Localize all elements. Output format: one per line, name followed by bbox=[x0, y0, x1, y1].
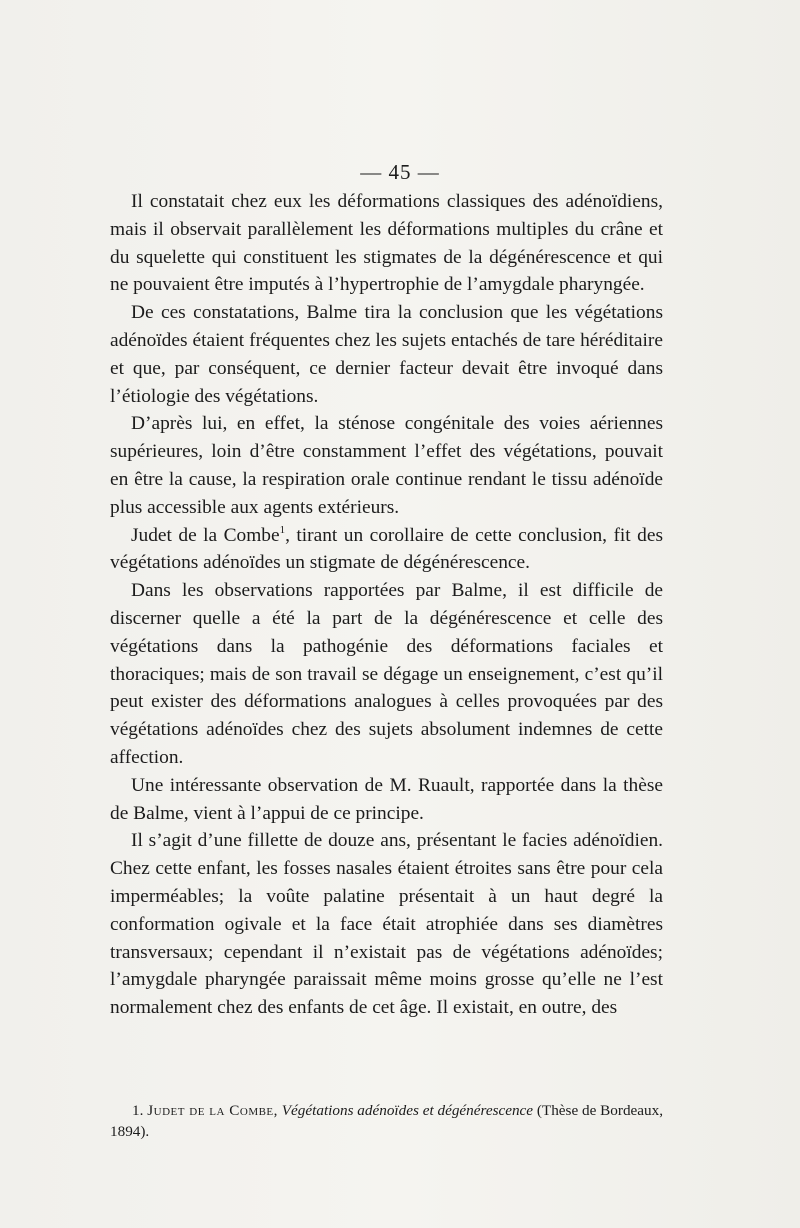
paragraph-lead: Judet de la Combe bbox=[131, 524, 280, 546]
paragraph: Il s’agit d’une fillette de douze ans, présentant le facies adénoïdien. Chez cette enfant, les fosses nasales étaient étroites sans être pour cela imperméables; la voûte palatine présentait à un haut degré la conformation ogivale et la face était atrophiée dans ses diamètres transversaux; cependant il n’existait pas de végétations adénoïdes; l’amygdale pharyngée paraissait même moins grosse qu’elle ne l’est normalement chez des enfants de cet âge. Il existait, en outre, des bbox=[110, 830, 663, 1019]
paragraph: Une intéressante observation de M. Ruault, rapportée dans la thèse de Balme, vient à l’appui de ce principe. bbox=[110, 774, 663, 824]
paragraph bbox=[110, 522, 663, 578]
footnote-title: Végétations adénoïdes et dégénérescence bbox=[281, 1102, 534, 1119]
paragraph-rest: , tirant un corollaire de cette conclusion, fit des végétations adénoïdes un stigmate de dégénérescence. bbox=[110, 524, 663, 574]
footnote-rest: (Thèse de Bordeaux, 1894). bbox=[110, 1102, 664, 1140]
footnote-reference: 1 bbox=[279, 523, 286, 536]
footnotes bbox=[110, 1100, 663, 1142]
footnote bbox=[110, 1100, 663, 1142]
footnote-number: 1. bbox=[132, 1102, 144, 1119]
footnote-author: Judet de la Combe, bbox=[147, 1102, 278, 1119]
paragraph: D’après lui, en effet, la sténose congénitale des voies aériennes supérieures, loin d’être constamment l’effet des végétations, pouvait en être la cause, la respiration orale continue rendant le tissu adénoïde plus accessible aux agents extérieurs. bbox=[110, 413, 663, 518]
paragraph: Il constatait chez eux les déformations classiques des adénoïdiens, mais il observait parallèlement les déformations multiples du crâne et du squelette qui constituent les stigmates de la dégénérescence et qui ne pouvaient être imputés à l’hypertrophie de l’amygdale pharyngée. bbox=[110, 191, 663, 296]
page-number: — 45 — bbox=[360, 160, 440, 184]
paragraph: De ces constatations, Balme tira la conclusion que les végétations adénoïdes étaient fréquentes chez les sujets entachés de tare héréditaire et que, par conséquent, ce dernier facteur devait être invoqué dans l’étiologie des végétations. bbox=[110, 302, 663, 407]
paragraph: Dans les observations rapportées par Balme, il est difficile de discerner quelle a été la part de la dégénérescence et celle des végétations dans la pathogénie des déformations faciales et thoraciques; mais de son travail se dégage un enseignement, c’est qu’il peut exister des déformations analogues à celles provoquées par des végétations adénoïdes chez des sujets absolument indemnes de cette affection. bbox=[110, 580, 663, 768]
body-text bbox=[110, 188, 663, 1022]
